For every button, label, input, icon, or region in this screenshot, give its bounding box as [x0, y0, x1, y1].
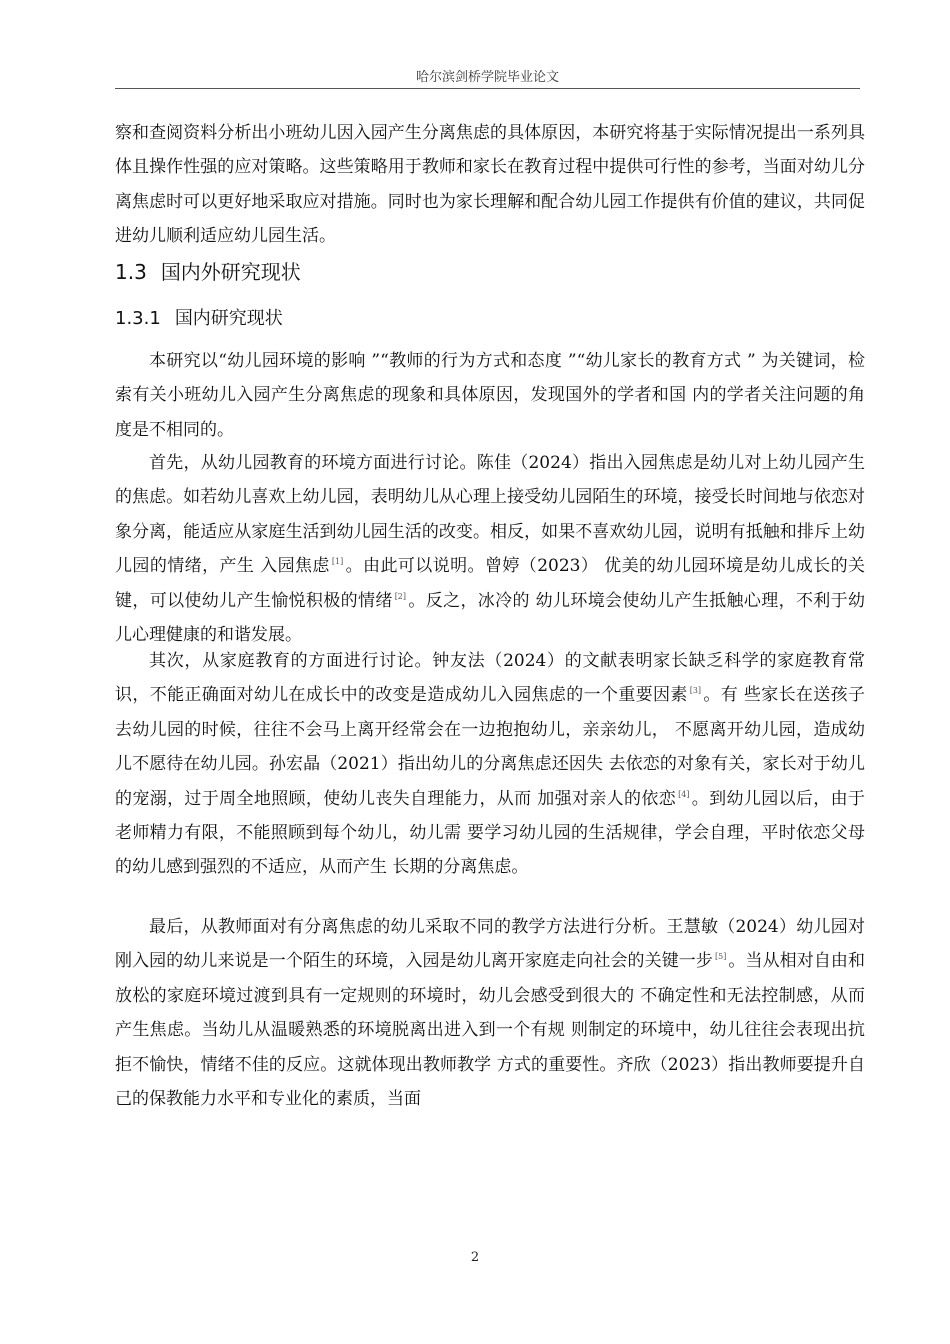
paragraph-text: 首先，从幼儿园教育的环境方面进行讨论。陈佳（2024）指出入园焦虑是幼儿对上幼儿园产生的焦虑。如若幼儿喜欢上幼儿园，表明幼儿从心理上接受幼儿园陌生的环境，接受长时间地与依恋对象分离，能适应从家庭生活到幼儿园生活的改变。相反，如果不喜欢幼儿园，说明有抵触和排斥上幼儿园的情绪，产生 入园焦虑 [115, 453, 865, 577]
paragraph-family [115, 644, 865, 885]
running-header: 哈尔滨剑桥学院毕业论文 [415, 70, 559, 85]
subsection-heading [115, 304, 283, 330]
header-divider [115, 88, 860, 89]
section-heading [115, 256, 301, 285]
citation-ref: [3] [689, 686, 702, 696]
section-number: 1.3 [115, 260, 147, 284]
citation-ref: [1] [331, 557, 344, 567]
paragraph-text: 最后，从教师面对有分离焦虑的幼儿采取不同的教学方法进行分析。王慧敏（2024）幼儿园对刚入园的幼儿来说是一个陌生的环境，入园是幼儿离开家庭走向社会的关键一步 [115, 917, 865, 972]
citation-ref: [4] [678, 789, 690, 799]
citation-ref: [5] [714, 952, 727, 962]
citation-ref: [2] [394, 591, 407, 601]
paragraph-text: 。有 些家长在送孩子去幼儿园的时候，往往不会马上离开经常会在一边抱抱幼儿，亲亲幼儿， 不愿离开幼儿园，造成幼儿不愿待在幼儿园。孙宏晶（2021）指出幼儿的分离焦虑还因失 去依恋的对象有关，家长对于幼儿的宠溺，过于周全地照顾，使幼儿丧失自理能力，从而 加强对亲人的依恋 [115, 685, 865, 809]
intro-paragraph: 察和查阅资料分析出小班幼儿因入园产生分离焦虑的具体原因，本研究将基于实际情况提出一系列具体且操作性强的应对策略。这些策略用于教师和家长在教育过程中提供可行性的参考，当面对幼儿分离焦虑时可以更好地采取应对措施。同时也为家长理解和配合幼儿园工作提供有价值的建议，共同促进幼儿顺利适应幼儿园生活。 [115, 123, 865, 247]
paragraph-keywords: 本研究以“幼儿园环境的影响 ”“教师的行为方式和态度 ”“幼儿家长的教育方式 ” 为关键词，检索有关小班幼儿入园产生分离焦虑的现象和具体原因，发现国外的学者和国 内的学者关注问题的角度是不相同的。 [115, 351, 865, 440]
paragraph-text: 。由此可以说明。曾婷（2023） 优美的幼儿园环境是幼儿成长的关键，可以使幼儿产生愉悦积极的情绪 [115, 556, 866, 611]
paragraph-text: 。当从相对自由和放松的家庭环境过渡到具有一定规则的环境时，幼儿会感受到很大的 不确定性和无法控制感，从而产生焦虑。当幼儿从温暖熟悉的环境脱离出进入到一个有规 则制定的环境中，幼儿往往会表现出抗拒不愉快，情绪不佳的反应。这就体现出教师教学 方式的重要性。齐欣（2023）指出教师要提升自己的保教能力水平和专业化的素质，当面 [115, 951, 866, 1110]
paragraph-text: 。到幼儿园以后，由于老师精力有限，不能照顾到每个幼儿，幼儿需 要学习幼儿园的生活规律，学会自理，平时依恋父母的幼儿感到强烈的不适应，从而产生 长期的分离焦虑。 [115, 788, 865, 878]
paragraph-teacher [115, 910, 865, 1116]
page-number: 2 [470, 1250, 480, 1265]
subsection-number: 1.3.1 [115, 308, 161, 329]
paragraph-environment [115, 446, 865, 652]
paragraph-text: 其次，从家庭教育的方面进行讨论。钟友法（2024）的文献表明家长缺乏科学的家庭教育常识，不能正确面对幼儿在成长中的改变是造成幼儿入园焦虑的一个重要因素 [115, 651, 865, 706]
subsection-title: 国内研究现状 [174, 308, 283, 329]
paragraph-text: 。反之，冰冷的 幼儿环境会使幼儿产生抵触心理，不利于幼儿心理健康的和谐发展。 [115, 590, 866, 646]
section-title: 国内外研究现状 [160, 260, 301, 284]
